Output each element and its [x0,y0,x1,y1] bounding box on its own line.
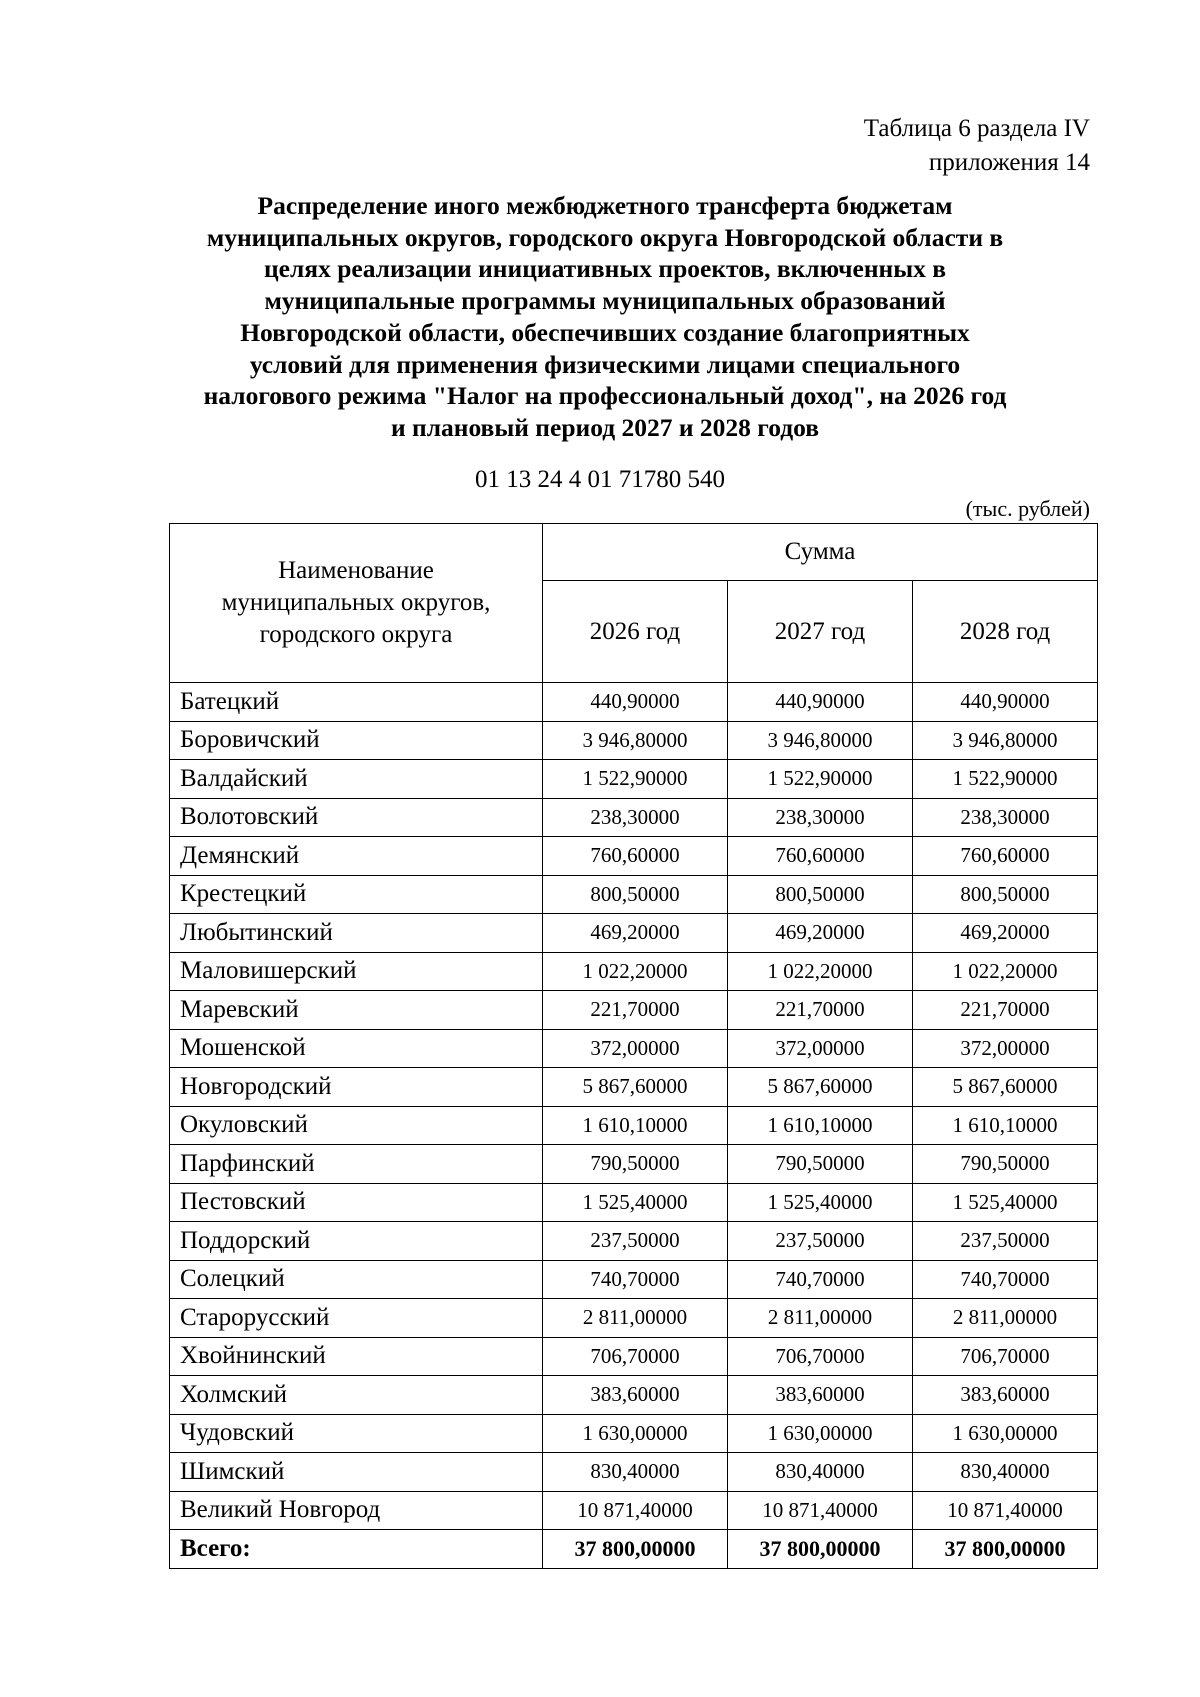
table-reference [864,112,1090,180]
value-2028-cell: 469,20000 [913,914,1098,953]
municipality-name-cell: Холмский [170,1376,543,1415]
value-2028-cell: 221,70000 [913,991,1098,1030]
column-header-sum: Сумма [543,524,1098,581]
value-2026-cell: 238,30000 [543,798,728,837]
value-2028-cell: 238,30000 [913,798,1098,837]
value-2027-cell: 238,30000 [728,798,913,837]
title-line: муниципальные программы муниципальных образований [264,286,946,316]
table-row [170,875,1098,914]
table-row [170,683,1098,722]
table-row [170,1299,1098,1338]
municipality-name-cell: Маловишерский [170,952,543,991]
municipality-name-cell: Валдайский [170,760,543,799]
table-ref-line2: приложения 14 [928,149,1090,176]
title-line: Распределение иного межбюджетного трансферта бюджетам [257,191,953,220]
municipality-name-cell: Пестовский [170,1183,543,1222]
title-line: и плановый период 2027 и 2028 годов [390,412,820,442]
value-2027-cell: 1 022,20000 [728,952,913,991]
municipality-name-cell: Новгородский [170,1068,543,1107]
value-2026-cell: 440,90000 [543,683,728,722]
municipality-name-cell: Окуловский [170,1106,543,1145]
value-2028-cell: 1 525,40000 [913,1183,1098,1222]
municipality-name-cell: Батецкий [170,683,543,722]
value-2027-cell: 440,90000 [728,683,913,722]
title-line: целях реализации инициативных проектов, включенных в [263,254,947,284]
value-2026-cell: 1 630,00000 [543,1414,728,1453]
value-2028-cell: 740,70000 [913,1260,1098,1299]
table-row [170,1414,1098,1453]
value-2028-cell: 830,40000 [913,1453,1098,1492]
table-body [170,683,1098,1569]
value-2026-cell: 221,70000 [543,991,728,1030]
value-2027-cell: 800,50000 [728,875,913,914]
column-header-2027: 2027 год [728,581,913,683]
value-2026-cell: 383,60000 [543,1376,728,1415]
value-2027-cell: 790,50000 [728,1145,913,1184]
value-2026-cell: 37 800,00000 [543,1530,728,1569]
table-row [170,1337,1098,1376]
value-2027-cell: 1 525,40000 [728,1183,913,1222]
value-2026-cell: 830,40000 [543,1453,728,1492]
table-row [170,1491,1098,1530]
value-2026-cell: 790,50000 [543,1145,728,1184]
value-2026-cell: 2 811,00000 [543,1299,728,1338]
column-header-2026: 2026 год [543,581,728,683]
value-2026-cell: 706,70000 [543,1337,728,1376]
value-2027-cell: 237,50000 [728,1222,913,1261]
municipality-name-cell: Шимский [170,1453,543,1492]
municipality-name-cell: Старорусский [170,1299,543,1338]
value-2027-cell: 1 610,10000 [728,1106,913,1145]
municipality-name-cell: Демянский [170,837,543,876]
table-row [170,1145,1098,1184]
value-2028-cell: 383,60000 [913,1376,1098,1415]
table-row [170,1183,1098,1222]
title-line: условий для применения физическими лицами специального [249,349,961,379]
table-row [170,1029,1098,1068]
value-2028-cell: 800,50000 [913,875,1098,914]
value-2026-cell: 1 522,90000 [543,760,728,799]
value-2028-cell: 1 630,00000 [913,1414,1098,1453]
value-2028-cell: 5 867,60000 [913,1068,1098,1107]
value-2026-cell: 740,70000 [543,1260,728,1299]
budget-classification-code: 01 13 24 4 01 71780 540 [475,466,725,493]
value-2028-cell: 790,50000 [913,1145,1098,1184]
value-2026-cell: 469,20000 [543,914,728,953]
value-2028-cell: 37 800,00000 [913,1530,1098,1569]
document-title [140,190,1070,444]
municipality-name-cell: Хвойнинский [170,1337,543,1376]
value-2026-cell: 1 525,40000 [543,1183,728,1222]
value-2027-cell: 830,40000 [728,1453,913,1492]
value-2027-cell: 5 867,60000 [728,1068,913,1107]
value-2028-cell: 372,00000 [913,1029,1098,1068]
value-2027-cell: 1 630,00000 [728,1414,913,1453]
value-2026-cell: 5 867,60000 [543,1068,728,1107]
title-line: налогового режима "Налог на профессиональный доход", на 2026 год [203,381,1007,411]
municipality-name-cell: Парфинский [170,1145,543,1184]
table-row [170,1106,1098,1145]
value-2027-cell: 760,60000 [728,837,913,876]
column-header-name: Наименование муниципальных округов, городского округа [170,524,543,683]
table-row [170,952,1098,991]
title-line: Новгородской области, обеспечивших создание благоприятных [240,317,970,347]
value-2028-cell: 10 871,40000 [913,1491,1098,1530]
value-2028-cell: 706,70000 [913,1337,1098,1376]
value-2026-cell: 1 022,20000 [543,952,728,991]
value-2028-cell: 1 522,90000 [913,760,1098,799]
value-2026-cell: 3 946,80000 [543,721,728,760]
column-header-2028: 2028 год [913,581,1098,683]
title-line: муниципальных округов, городского округа Новгородской области в [206,222,1004,252]
value-2028-cell: 760,60000 [913,837,1098,876]
value-2027-cell: 1 522,90000 [728,760,913,799]
table-row [170,721,1098,760]
total-row [170,1530,1098,1569]
value-2026-cell: 237,50000 [543,1222,728,1261]
value-2027-cell: 3 946,80000 [728,721,913,760]
value-2028-cell: 1 610,10000 [913,1106,1098,1145]
value-2026-cell: 760,60000 [543,837,728,876]
value-2028-cell: 3 946,80000 [913,721,1098,760]
value-2027-cell: 37 800,00000 [728,1530,913,1569]
municipality-name-cell: Чудовский [170,1414,543,1453]
table-row [170,760,1098,799]
value-2027-cell: 740,70000 [728,1260,913,1299]
value-2026-cell: 10 871,40000 [543,1491,728,1530]
table-row [170,1260,1098,1299]
value-2027-cell: 10 871,40000 [728,1491,913,1530]
value-2027-cell: 221,70000 [728,991,913,1030]
municipality-name-cell: Мошенской [170,1029,543,1068]
value-2026-cell: 372,00000 [543,1029,728,1068]
table-row [170,1376,1098,1415]
table-row [170,798,1098,837]
municipality-name-cell: Маревский [170,991,543,1030]
table-ref-line1: Таблица 6 раздела IV [863,115,1090,142]
municipality-name-cell: Поддорский [170,1222,543,1261]
municipality-name-cell: Любытинский [170,914,543,953]
value-2027-cell: 706,70000 [728,1337,913,1376]
unit-label: (тыс. рублей) [965,496,1090,521]
table-row [170,837,1098,876]
distribution-table [169,523,1098,1569]
table-row [170,914,1098,953]
municipality-name-cell: Крестецкий [170,875,543,914]
table-row [170,1453,1098,1492]
value-2026-cell: 1 610,10000 [543,1106,728,1145]
municipality-name-cell: Солецкий [170,1260,543,1299]
municipality-name-cell: Великий Новгород [170,1491,543,1530]
table-row [170,991,1098,1030]
table-row [170,1068,1098,1107]
table-row [170,1222,1098,1261]
municipality-name-cell: Боровичский [170,721,543,760]
municipality-name-cell: Волотовский [170,798,543,837]
value-2027-cell: 383,60000 [728,1376,913,1415]
value-2026-cell: 800,50000 [543,875,728,914]
value-2027-cell: 372,00000 [728,1029,913,1068]
value-2028-cell: 2 811,00000 [913,1299,1098,1338]
value-2028-cell: 237,50000 [913,1222,1098,1261]
value-2027-cell: 2 811,00000 [728,1299,913,1338]
value-2028-cell: 1 022,20000 [913,952,1098,991]
value-2028-cell: 440,90000 [913,683,1098,722]
municipality-name-cell: Всего: [170,1530,543,1569]
value-2027-cell: 469,20000 [728,914,913,953]
